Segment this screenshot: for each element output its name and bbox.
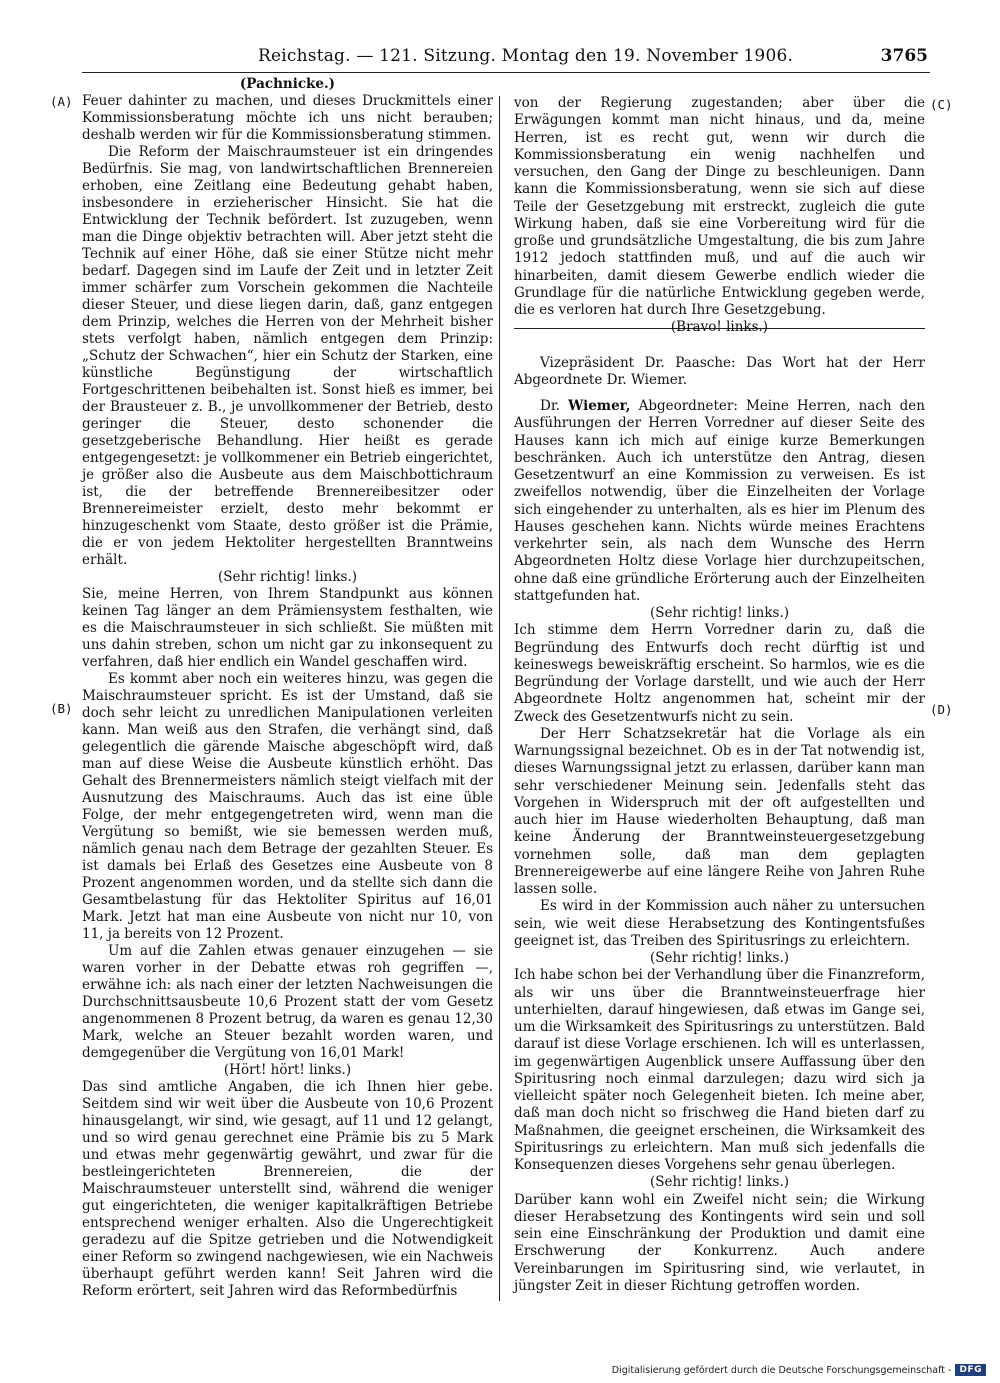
margin-marker-b: (B): [50, 701, 73, 716]
paragraph: Ich habe schon bei der Verhandlung über die Finanzreform, als wir uns über die Branntweinsteuerfrage hier unterhielten, darauf hingewiesen, daß etwas im Gange sei, um die Wirksamkeit des Spiritusrings zu unterstützen. Bald darauf ist diese Vorlage erschienen. Ich will es unterlassen, im gegenwärtigen Augenblick unsere Auffassung über den Spiritusring noch einmal darzulegen; dazu wird sich ja vielleicht später noch Gelegenheit bieten. Ich meine aber, daß man doch nicht so frischweg die Hand bieten darf zu Maßnahmen, die geeignet erscheinen, die Wirksamkeit des Spiritusrings zu erleichtern. Man muß sich jedenfalls die Konsequenzen dieses Vorgehens sehr genau überlegen.: [514, 967, 925, 1173]
paragraph: Sie, meine Herren, von Ihrem Standpunkt aus können keinen Tag länger an dem Prämiensystem festhalten, wie es die Maischraumsteuer in sich schließt. Sie müßten mit uns dahin streben, schon um nicht gar zu inkonsequent zu verfahren, daß hier endlich ein Wandel geschaffen wird.: [82, 586, 493, 670]
right-column: [514, 95, 925, 1295]
paragraph: Der Herr Schatzsekretär hat die Vorlage als ein Warnungssignal bezeichnet. Ob es in der Tat notwendig ist, dieses Warnungssignal jetzt zu erlassen, darüber kann man sehr verschiedener Meinung sein. Jedenfalls steht das Vorgehen in Widerspruch mit der oft aufgestellten und auch hier im Hause wiederholten Behauptung, daß man keine Änderung der Branntweinsteuergesetzgebung vornehmen solle, daß man dem geplagten Brennereigewerbe auf eine längere Reihe von Jahren Ruhe lassen solle.: [514, 725, 925, 897]
paragraph: Es kommt aber noch ein weiteres hinzu, was gegen die Maischraumsteuer spricht. Es ist der Umstand, daß sie doch sehr leicht zu unredlichen Manipulationen verleiten kann. Man weiß aus den Strafen, die verhängt sind, daß gelegentlich die gärende Maische abgeschöpft wird, daß man auf diese Weise die Ausbeute künstlich erhöht. Das Gehalt des Brennermeisters nämlich steigt vielfach mit der Ausnutzung des Maischraums. Auch das ist eine üble Folge, der mehr entgegengetreten wird, wenn man die Vergütung so bemißt, wie sie bemessen werden muß, nämlich genau nach dem Betrage der gezahlten Steuer. Es ist damals bei Erlaß des Gesetzes eine Ausbeute von 8 Prozent angenommen worden, und da stellte sich dann die Gesamtbelastung für das Hektoliter Spiritus auf 16,01 Mark. Jetzt hat man eine Ausbeute von nicht nur 10, von 11, ja bereits von 12 Prozent.: [82, 671, 493, 942]
dfg-logo: DFG: [955, 1364, 986, 1376]
margin-marker-d: (D): [930, 702, 953, 717]
paragraph: (Sehr richtig! links.): [217, 569, 358, 585]
running-title: Reichstag. — 121. Sitzung. Montag den 19. November 1906.: [258, 46, 794, 66]
paragraph: (Sehr richtig! links.): [649, 1174, 790, 1191]
page-footer: [612, 1361, 986, 1379]
page-number: 3765: [880, 46, 928, 66]
paragraph: Vizepräsident Dr. Paasche: Das Wort hat der Herr Abgeordnete Dr. Wiemer.: [514, 354, 925, 388]
paragraph: Es wird in der Kommission auch näher zu untersuchen sein, wie weit diese Herabsetzung des Kontingentsfußes geeignet ist, das Treiben des Spiritusrings zu erleichtern.: [514, 898, 925, 949]
paragraph: (Hört! hört! links.): [223, 1062, 352, 1078]
paragraph: Um auf die Zahlen etwas genauer einzugehen — sie waren vorher in der Debatte etwas roh gegriffen —, erwähne ich: als nach einer der letzten Nachweisungen die Durchschnittsausbeute 10,6 Prozent statt der vom Gesetz angenommenen 8 Prozent betrug, da waren es genau 12,30 Mark, welche an Steuer bezahlt worden waren, und demgegenüber die Vergütung von 16,01 Mark!: [82, 943, 493, 1061]
paragraph: (Pachnicke.): [239, 76, 336, 92]
paragraph: Feuer dahinter zu machen, und dieses Druckmittels einer Kommissionsberatung möchte ich uns nicht berauben; deshalb werden wir für die Kommissionsberatung stimmen.: [82, 93, 493, 143]
paragraph: Die Reform der Maischraumsteuer ist ein dringendes Bedürfnis. Sie mag, von landwirtschaftlichen Brennereien erhoben, eine Zeitlang eine Bedeutung gehabt haben, insbesondere in erzieherischer Hinsicht. Sie hat die Entwicklung der Technik befördert. Ist zuzugeben, wenn man die Dinge objektiv betrachten will. Aber jetzt steht die Technik auf einer Höhe, daß sie einer Stütze nicht mehr bedarf. Dagegen sind im Laufe der Zeit und in letzter Zeit immer schärfer zum Vorschein gekommen die Nachteile dieser Steuer, und diese liegen darin, daß, ganz entgegen dem Prinzip, welches die Herren von der Mehrheit bisher stets verfolgt haben, nämlich entgegen dem Prinzip: „Schutz der Schwachen“, hier ein Schutz der Starken, eine künstliche Begünstigung der wirtschaftlich Fortgeschrittenen beibehalten ist. Sonst hieß es immer, bei der Brausteuer z. B., je unvollkommener der Betrieb, desto geringer die Steuer, desto schonender die gesetzgeberische Behandlung. Hier heißt es gerade entgegengesetzt: je vollkommener ein Betrieb eingerichtet, je größer also die Ausbeute aus dem Maischbottichraum ist, die der betreffende Brennereibesitzer oder Brennereimeister erzielt, desto mehr bekommt er hinzugeschenkt vom Staate, desto größer ist die Prämie, die er von jedem Hektoliter hergestellten Branntweins erhält.: [82, 144, 493, 568]
paragraph: von der Regierung zugestanden; aber über die Erwägungen kommt man nicht hinaus, und da, meine Herren, ist es recht gut, wenn wir durch die Kommissionsberatung ein wenig nachhelfen und versuchen, den Gang der Dinge zu beschleunigen. Dann kann die Kommissionsberatung, wenn sie sich auf diese Teile der Gesetzgebung mit erstreckt, zugleich die gute Wirkung haben, daß sie eine Vorbereitung wird für die große und grundsätzliche Umgestaltung, die bis zum Jahre 1912 jedoch stattfinden muß, und auf die auch wir hinarbeiten, damit diesem Gewerbe endlich wieder die Grundlage für die natürliche Entwicklung gegeben werde, die es verloren hat durch Ihre Gesetzgebung.: [514, 95, 925, 318]
paragraph: (Bravo! links.): [670, 319, 769, 336]
paragraph: (Sehr richtig! links.): [649, 605, 790, 621]
page-header: [82, 44, 930, 73]
paragraph: Ich stimme dem Herrn Vorredner darin zu, daß die Begründung des Entwurfs doch recht dürftig ist und keineswegs beweiskräftig erscheint. So harmlos, wie es die Begründung der Vorlage darstellt, und wie auch der Herr Abgeordnete Holtz angenommen hat, scheint mir der Zweck des Gesetzentwurfs nicht zu sein.: [514, 622, 925, 725]
footer-credit: Digitalisierung gefördert durch die Deutsche Forschungsgemeinschaft -: [611, 1364, 952, 1376]
margin-marker-c: (C): [930, 97, 953, 112]
margin-marker-a: (A): [50, 94, 73, 109]
paragraph: Das sind amtliche Angaben, die ich Ihnen hier gebe. Seitdem sind wir weit über die Ausbeute von 10,6 Prozent hinausgelangt, wir sind, wie gesagt, auf 11 und 12 gelangt, und so wird genau gerechnet eine Prämie bis zu 5 Mark und etwas mehr gegenwärtig gewährt, und zwar für die bestleingerichteten Brennereien, die der Maischraumsteuer unterstellt sind, während die weniger gut eingerichteten, die weniger kapitalkräftigen Betriebe entsprechend weniger erhalten. Also die Ungerechtigkeit geradezu auf die Spitze getrieben und die Notwendigkeit einer Reform so zwingend nachgewiesen, wie ein Nachweis überhaupt geführt werden kann! Seit Jahren wird die Reform erörtert, seit Jahren wird das Reformbedürfnis: [82, 1079, 493, 1299]
paragraph: (Sehr richtig! links.): [649, 950, 790, 966]
column-separator: [499, 96, 500, 1301]
paragraph: Darüber kann wohl ein Zweifel nicht sein; die Wirkung dieser Herabsetzung des Kontingents wird sein und soll sein eine Einschränkung der Produktion und damit eine Erschwerung der Konkurrenz. Auch andere Vereinbarungen im Spiritusring sind, wie verlautet, in jüngster Zeit in dieser Richtung getroffen worden.: [514, 1191, 925, 1294]
paragraph: Dr. Wiemer, Abgeordneter: Meine Herren, nach den Ausführungen der Herren Vorredner auf dieser Seite des Hauses kann ich mich auf einige kurze Bemerkungen beschränken. Auch ich unterstütze den Antrag, diesen Gesetzentwurf an eine Kommission zu verweisen. Es ist zweifellos notwendig, über die Einzelheiten der Vorlage sich eingehender zu unterhalten, als es hier im Plenum des Hauses geschehen kann. Nichts würde meines Erachtens verkehrter sein, als nach dem Wunsche des Herrn Abgeordneten Holtz diese Vorlage hier durchzupeitschen, ohne daß eine gründliche Erörterung auch der Einzelheiten stattgefunden hat.: [514, 398, 925, 604]
left-column: [82, 76, 493, 1300]
